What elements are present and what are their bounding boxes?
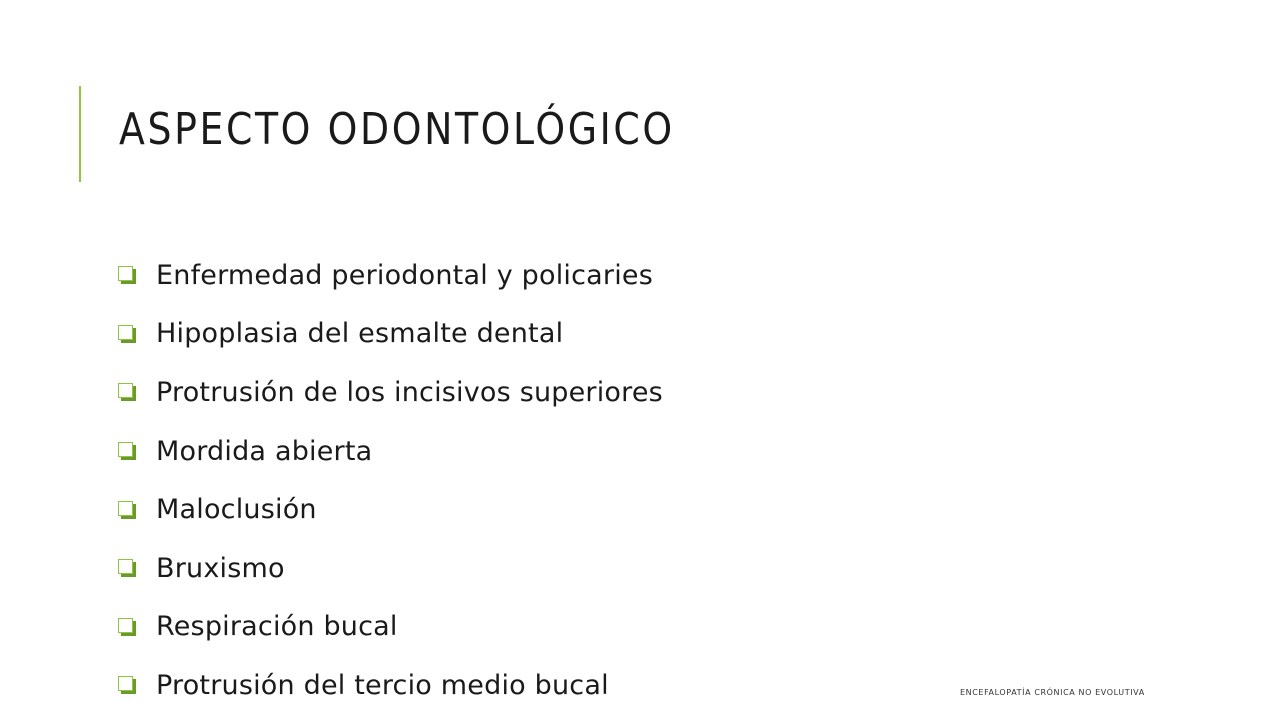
bullet-list — [118, 246, 663, 715]
bullet-text: Respiración bucal — [156, 611, 398, 643]
list-item — [118, 656, 663, 715]
bullet-text: Mordida abierta — [156, 435, 373, 467]
list-item — [118, 539, 663, 598]
square-bullet-icon — [118, 442, 136, 460]
slide-title: ASPECTO ODONTOLÓGICO — [119, 104, 675, 155]
list-item — [118, 598, 663, 657]
square-bullet-icon — [118, 559, 136, 577]
bullet-text: Hipoplasia del esmalte dental — [156, 318, 564, 350]
square-bullet-icon — [118, 501, 136, 519]
square-bullet-icon — [118, 325, 136, 343]
bullet-text: Maloclusión — [156, 494, 317, 526]
square-bullet-icon — [118, 266, 136, 284]
bullet-text: Protrusión de los incisivos superiores — [156, 376, 663, 408]
list-item — [118, 363, 663, 422]
bullet-text: Enfermedad periodontal y policaries — [156, 259, 653, 291]
bullet-text: Protrusión del tercio medio bucal — [156, 669, 609, 701]
list-item — [118, 246, 663, 305]
list-item — [118, 480, 663, 539]
list-item — [118, 422, 663, 481]
square-bullet-icon — [118, 676, 136, 694]
slide-footer: ENCEFALOPATÍA CRÓNICA NO EVOLUTIVA — [960, 688, 1145, 697]
list-item — [118, 305, 663, 364]
bullet-text: Bruxismo — [156, 552, 285, 584]
square-bullet-icon — [118, 383, 136, 401]
title-accent-line — [79, 86, 81, 182]
square-bullet-icon — [118, 618, 136, 636]
